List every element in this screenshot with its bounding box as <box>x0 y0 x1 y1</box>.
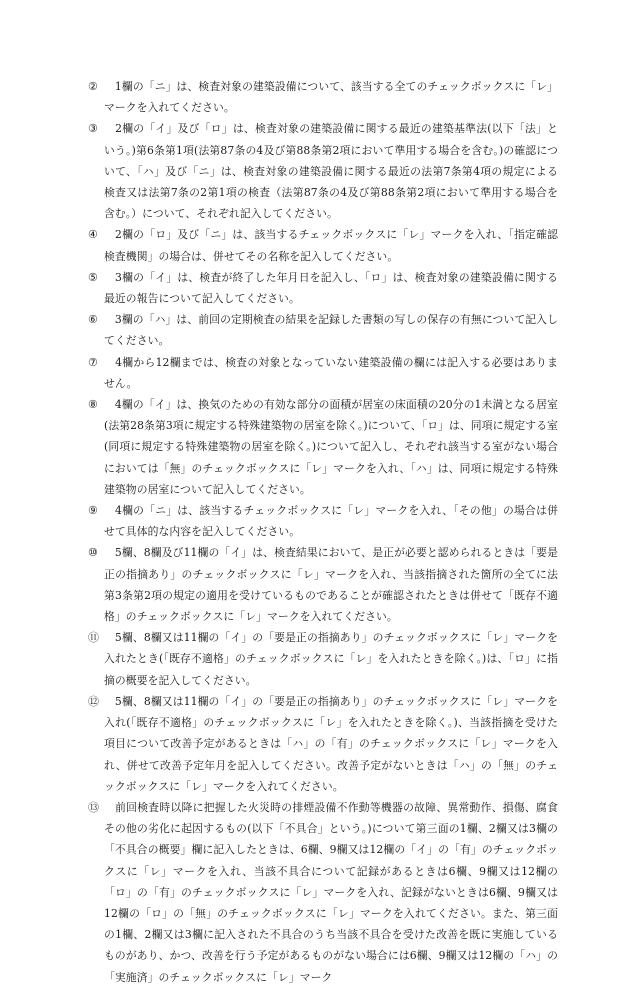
list-item <box>88 267 558 309</box>
item-number: ③ <box>88 122 98 136</box>
list-item <box>88 691 558 797</box>
item-text: 4欄の「ニ」は、該当するチェックボックスに「レ」マークを入れ、「その他」の場合は併せて具体的な内容を記入してください。 <box>104 504 558 539</box>
item-number: ⑥ <box>88 313 98 327</box>
list-item <box>88 542 558 627</box>
item-text: 2欄の「ロ」及び「ニ」は、該当するチェックボックスに「レ」マークを入れ、「指定確認検査機関」の場合は、併せてその名称を記入してください。 <box>104 228 558 263</box>
item-number: ⑤ <box>88 270 98 284</box>
list-item <box>88 309 558 351</box>
list-item <box>88 224 558 266</box>
list-item <box>88 76 558 118</box>
item-number: ⑩ <box>88 546 98 560</box>
item-number: ④ <box>88 228 98 242</box>
list-item <box>88 352 558 394</box>
list-item <box>88 627 558 691</box>
item-number: ⑨ <box>88 504 98 518</box>
item-text: 5欄、8欄又は11欄の「イ」の「要是正の指摘あり」のチェックボックスに「レ」マークを入れたとき(「既存不適格」のチェックボックスに「レ」を入れたときを除く。)は、「ロ」に指摘の概要を記入してください。 <box>104 631 558 687</box>
item-text: 5欄、8欄又は11欄の「イ」の「要是正の指摘あり」のチェックボックスに「レ」マークを入れ(「既存不適格」のチェックボックスに「レ」を入れたときを除く。)、当該指摘を受けた項目について改善予定があるときは「ハ」の「有」のチェックボックスに「レ」マークを入れ、併せて改善予定年月を記入してください。改善予定がないときは「ハ」の「無」のチェックボックスに「レ」マークを入れてください。 <box>104 694 558 793</box>
item-number: ⑪ <box>88 631 99 645</box>
item-number: ⑧ <box>88 398 98 412</box>
item-text: 1欄の「ニ」は、検査対象の建築設備について、該当する全てのチェックボックスに「レ」マークを入れてください。 <box>104 80 558 115</box>
item-number: ⑫ <box>88 694 99 708</box>
list-item <box>88 500 558 542</box>
item-text: 4欄の「イ」は、換気のための有効な部分の面積が居室の床面積の20分の1未満となる居室(法第28条第3項に規定する特殊建築物の居室を除く。)について、「ロ」は、同項に規定する室(同項に規定する特殊建築物の居室を除く。)について記入し、それぞれ該当する室がない場合においては「無」のチェックボックスに「レ」マークを入れ、「ハ」は、同項に規定する特殊建築物の居室について記入してください。 <box>104 398 558 496</box>
instruction-list <box>88 76 558 988</box>
item-text: 3欄の「イ」は、検査が終了した年月日を記入し、「ロ」は、検査対象の建築設備に関する最近の報告について記入してください。 <box>104 270 558 306</box>
item-text: 5欄、8欄及び11欄の「イ」は、検査結果において、是正が必要と認められるときは「要是正の指摘あり」のチェックボックスに「レ」マークを入れ、当該指摘された箇所の全てに法第3条第2項の規定の適用を受けているものであることが確認されたときは併せて「既存不適格」のチェックボックスに「レ」マークを入れてください。 <box>104 546 558 624</box>
item-number: ⑦ <box>88 355 98 369</box>
item-text: 前回検査時以降に把握した火災時の排煙設備不作動等機器の故障、異常動作、損傷、腐食その他の劣化に起因するもの(以下「不具合」という。)について第三面の1欄、2欄又は3欄の「不具合の概要」欄に記入したときは、6欄、9欄又は12欄の「イ」の「有」のチェックボックスに「レ」マークを入れ、当該不具合について記録があるときは6欄、9欄又は12欄の「ロ」の「有」のチェックボックスに「レ」マークを入れ、記録がないときは6欄、9欄又は12欄の「ロ」の「無」のチェックボックスに「レ」マークを入れてください。また、第三面の1欄、2欄又は3欄に記入された不具合のうち当該不具合を受けた改善を既に実施しているものがあり、かつ、改善を行う予定があるものがない場合には6欄、9欄又は12欄の「ハ」の「実施済」のチェックボックスに「レ」マーク <box>104 800 558 984</box>
item-text: 4欄から12欄までは、検査の対象となっていない建築設備の欄には記入する必要はありません。 <box>104 355 558 390</box>
item-text: 3欄の「ハ」は、前回の定期検査の結果を記録した書類の写しの保存の有無について記入してください。 <box>104 313 558 348</box>
list-item <box>88 118 558 224</box>
item-number: ⑬ <box>88 800 99 814</box>
item-number: ② <box>88 80 98 93</box>
list-item <box>88 797 558 988</box>
list-item <box>88 394 558 500</box>
item-text: 2欄の「イ」及び「ロ」は、検査対象の建築設備に関する最近の建築基準法(以下「法」という。)第6条第1項(法第87条の4及び第88条第2項において準用する場合を含む。)の確認について、「ハ」及び「ニ」は、検査対象の建築設備に関する最近の法第7条第4項の規定による検査又は法第7条の2第1項の検査（法第87条の4及び第88条第2項において準用する場合を含む。）について、それぞれ記入してください。 <box>104 122 558 221</box>
